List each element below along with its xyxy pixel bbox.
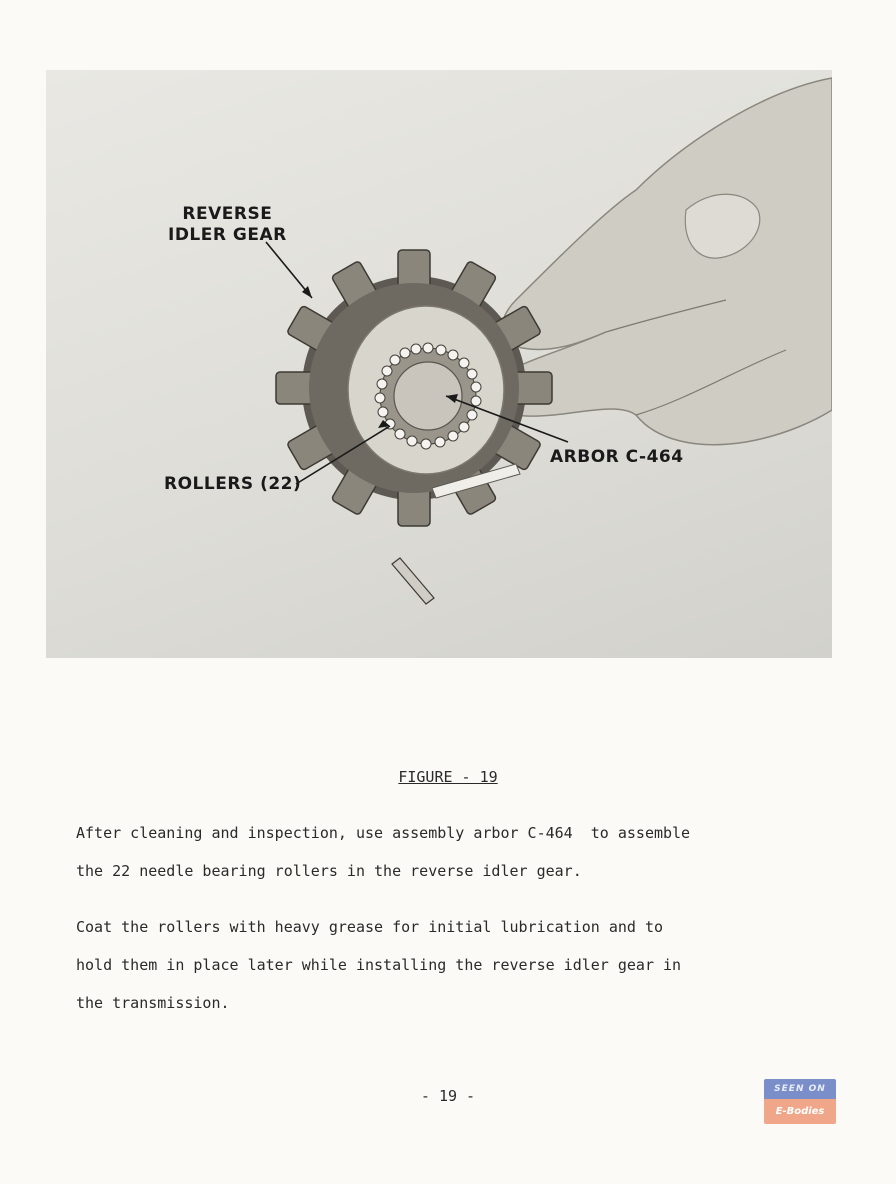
figure-caption-text: FIGURE - 19 — [398, 768, 498, 786]
paragraph-1-line-1: After cleaning and inspection, use assembly arbor C-464 to assemble — [76, 824, 691, 842]
paragraph-1 — [76, 814, 796, 890]
watermark-top: SEEN ON — [764, 1079, 836, 1099]
page-number: - 19 - — [420, 1087, 476, 1105]
paragraph-2 — [76, 908, 796, 1022]
loose-roller-shape — [392, 558, 434, 604]
figure-caption — [0, 768, 896, 786]
paragraph-2-line-1: Coat the rollers with heavy grease for initial lubrication and to — [76, 918, 663, 936]
watermark-bottom: E-Bodies — [764, 1099, 836, 1124]
reverse-idler-gear-label-line2: IDLER GEAR — [168, 225, 287, 245]
paragraph-2-line-2: hold them in place later while installing the reverse idler gear in — [76, 956, 682, 974]
rollers-label: ROLLERS (22) — [164, 474, 302, 494]
paragraph-1-line-2: the 22 needle bearing rollers in the reverse idler gear. — [76, 862, 582, 880]
figure-photo — [46, 70, 832, 658]
paragraph-2-line-3: the transmission. — [76, 994, 230, 1012]
gear-photo-illustration — [46, 70, 832, 658]
reverse-idler-gear-label — [168, 204, 287, 246]
watermark-logo — [764, 1079, 836, 1124]
arbor-label: ARBOR C-464 — [550, 447, 684, 467]
reverse-idler-gear-label-line1: REVERSE — [182, 204, 273, 224]
